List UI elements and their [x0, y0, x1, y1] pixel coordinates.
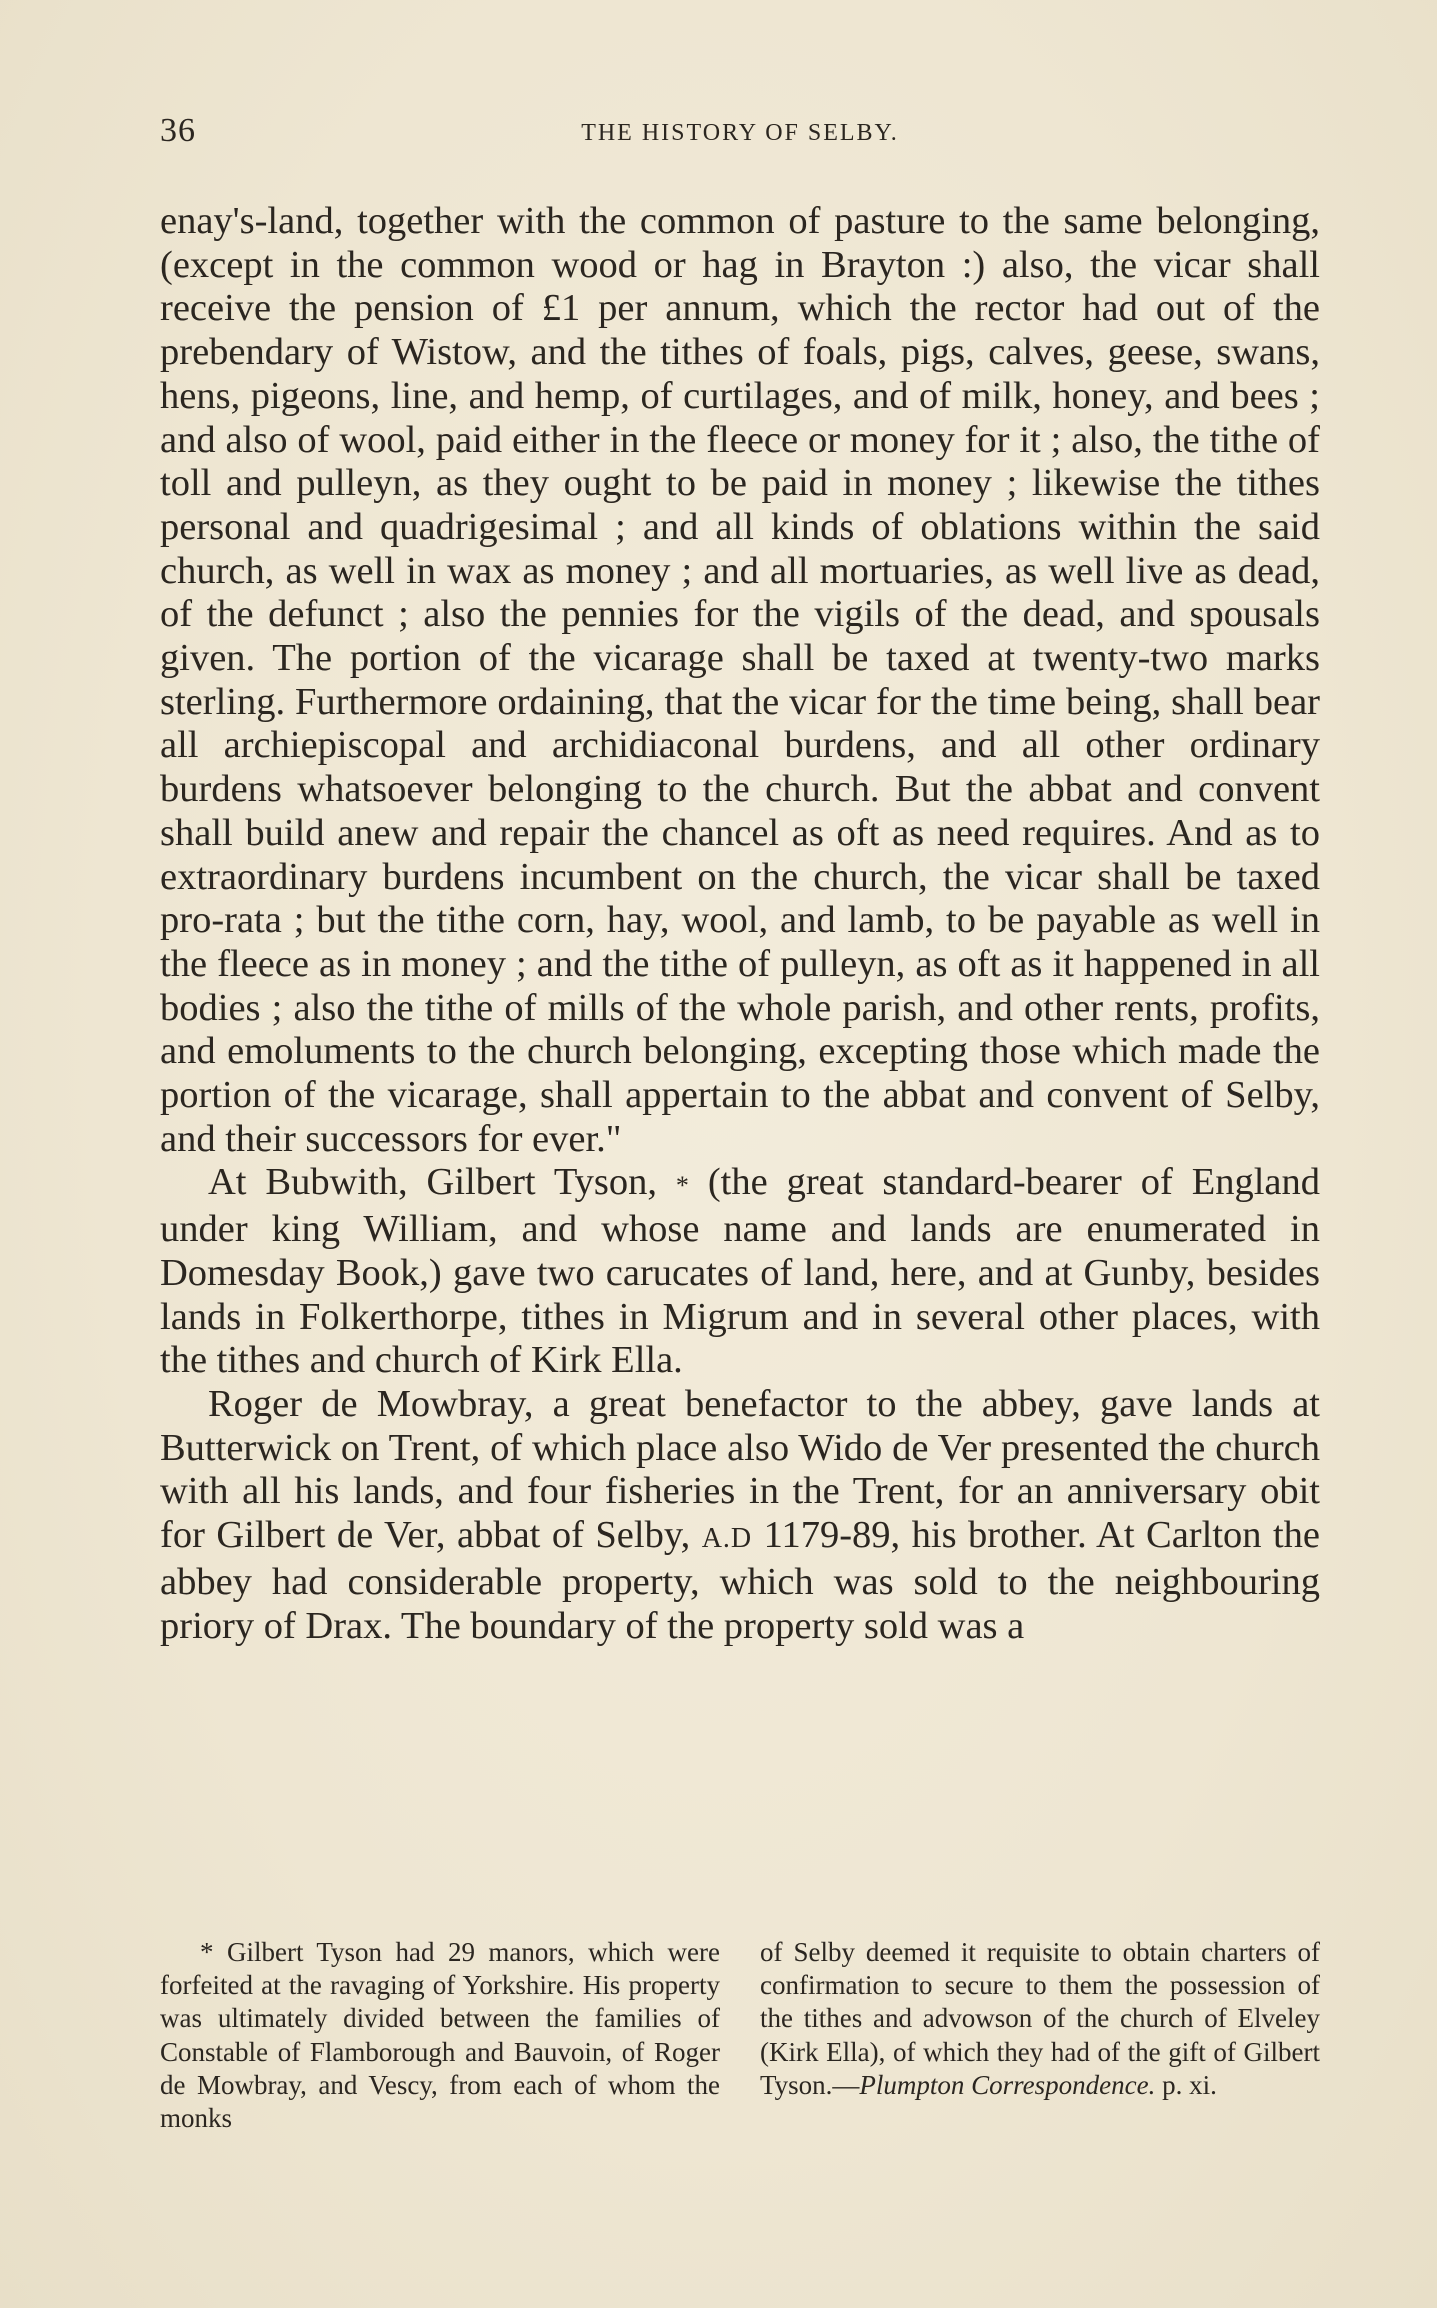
paragraph-bubwith: [160, 1161, 1320, 1383]
main-text: [160, 200, 1320, 1648]
footnote-mark: *: [200, 1937, 214, 1967]
page-number: 36: [160, 112, 196, 149]
footnote-text-right: [760, 1936, 1320, 2102]
paragraph-bubwith-rest: (the great standard-bearer of England under king William, and whose name and lands are enumerated in Domesday Book,) gave two carucates of land, here, and at Gunby, besides lands in Folkerthorpe, tithes in Migrum and in several other places, with the tithes and church of Kirk Ella.: [160, 1161, 1321, 1382]
footnote-page-ref: p. xi.: [1162, 2069, 1217, 2100]
footnote-left-column: [160, 1936, 720, 2135]
footnote-right-text: of Selby deemed it requisite to obtain charters of confirmation to secure to them the possession of the tithes and advowson of the church of Elveley (Kirk Ella), of which they had of the gift of Gilbert Tyson.—: [760, 1937, 1320, 2100]
paragraph-bubwith-start: At Bubwith, Gilbert Tyson,: [208, 1161, 658, 1204]
paragraph-vicarage-ordination: enay's-land, together with the common of pasture to the same belonging, (except in the common wood or hag in Brayton :) also, the vicar shall receive the pension of £1 per annum, which the rector had out of the prebendary of Wistow, and the tithes of foals, pigs, calves, geese, swans, hens, pigeons, line, and hemp, of curtilages, and of milk, honey, and bees ; and also of wool, paid either in the fleece or money for it ; also, the tithe of toll and pulleyn, as they ought to be paid in money ; likewise the tithes personal and quadrigesimal ; and all kinds of oblations within the said church, as well in wax as money ; and all mortuaries, as well live as dead, of the defunct ; also the pennies for the vigils of the dead, and spousals given. The portion of the vicarage shall be taxed at twenty-two marks sterling. Furthermore ordaining, that the vicar for the time being, shall bear all archiepiscopal and archidiaconal burdens, and all other ordinary burdens whatsoever belonging to the church. But the abbat and convent shall build anew and repair the chancel as oft as need requires. And as to extraordinary burdens incumbent on the church, the vicar shall be taxed pro-rata ; but the tithe corn, hay, wool, and lamb, to be payable as well in the fleece as in money ; and the tithe of pulleyn, as oft as it happened in all bodies ; also the tithe of mills of the whole parish, and other rents, profits, and emoluments to the church belonging, excepting those which made the portion of the vicarage, shall appertain to the abbat and convent of Selby, and their successors for ever.": [160, 200, 1320, 1160]
footnote-right-column: [760, 1936, 1320, 2135]
paragraph-mowbray-rest: 1179-89, his brother. At Carlton the abbey had considerable property, which was sold to the neighbouring priory of Drax. The boundary of the property sold was a: [160, 1514, 1321, 1647]
running-head: THE HISTORY OF SELBY.: [581, 120, 899, 146]
footnote-reference-mark[interactable]: *: [675, 1171, 689, 1201]
footnote-source: Plumpton Correspondence.: [859, 2069, 1156, 2100]
era-label: A.D: [701, 1523, 753, 1555]
page-header: [160, 112, 1320, 162]
footnotes: [160, 1936, 1320, 2135]
footnote-left-text: Gilbert Tyson had 29 manors, which were forfeited at the ravaging of Yorkshire. His property was ultimately divided between the families of Constable of Flamborough and Bauvoin, of Roger de Mowbray, and Vescy, from each of whom the monks: [160, 1937, 721, 2134]
paragraph-mowbray-start: Roger de Mowbray, a great benefactor to the abbey, gave lands at Butterwick on Trent, of which place also Wido de Ver presented the church with all his lands, and four fisheries in the Trent, for an anniversary obit for Gilbert de Ver, abbat of Selby,: [160, 1382, 1320, 1557]
paragraph-mowbray: [160, 1383, 1320, 1648]
footnote-text-left: [160, 1936, 720, 2135]
